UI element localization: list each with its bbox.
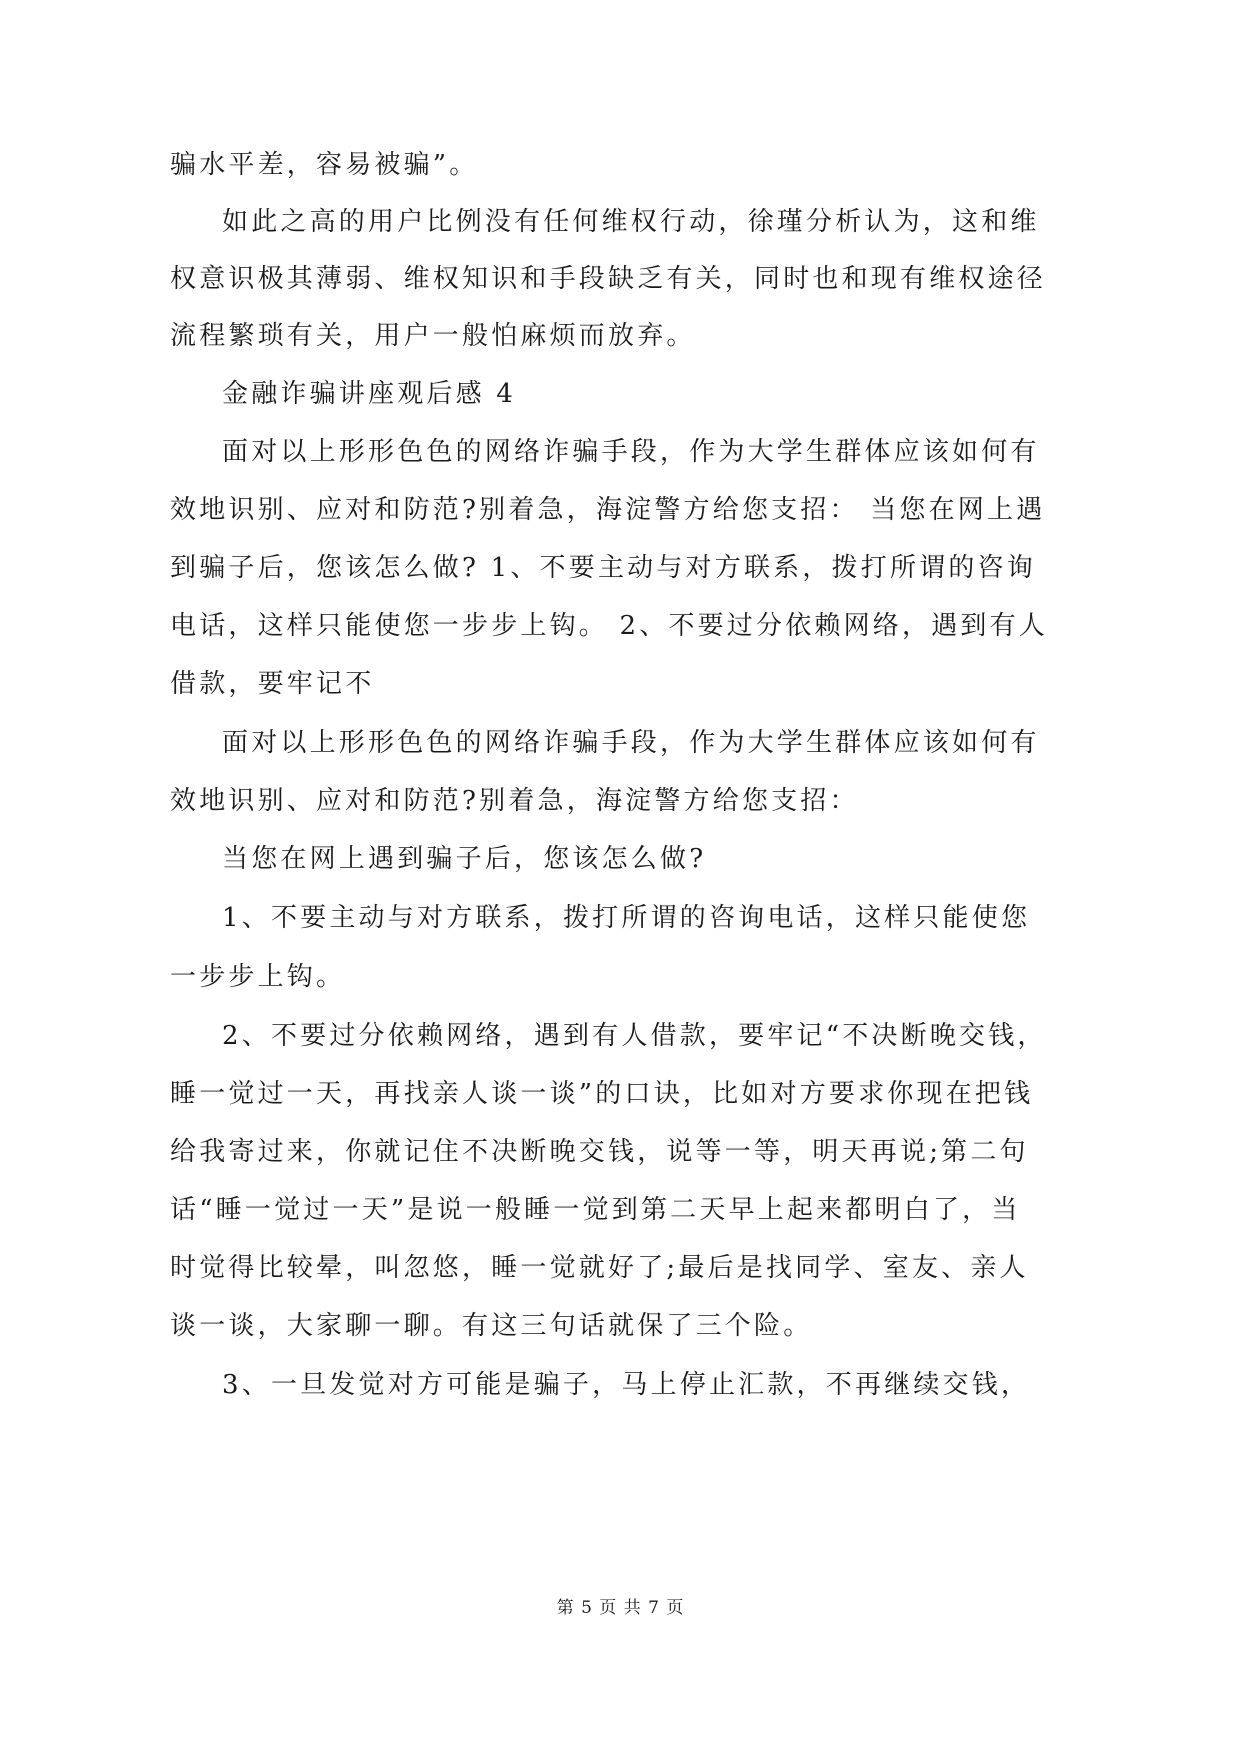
text-line: 效地识别、应对和防范?别着急，海淀警方给您支招： [170, 786, 859, 816]
text-line: 话“睡一觉过一天”是说一般睡一觉到第二天早上起来都明白了，当 [170, 1195, 1021, 1225]
text-line: 电话，这样只能使您一步步上钩。 2、不要过分依赖网络，遇到有人 [170, 611, 1049, 641]
text-line: 骗水平差，容易被骗”。 [170, 150, 479, 180]
text-line: 面对以上形形色色的网络诈骗手段，作为大学生群体应该如何有 [222, 437, 1040, 467]
text-line: 时觉得比较晕，叫忽悠，睡一觉就好了;最后是找同学、室友、亲人 [170, 1253, 1029, 1283]
text-line: 谈一谈，大家聊一聊。有这三句话就保了三个险。 [170, 1311, 813, 1341]
text-line: 1、不要主动与对方联系，拨打所谓的咨询电话，这样只能使您 [222, 903, 1031, 933]
text-line: 睡一觉过一天，再找亲人谈一谈”的口诀，比如对方要求你现在把钱 [170, 1079, 1034, 1109]
section-heading: 金融诈骗讲座观后感 4 [222, 379, 517, 409]
text-line: 流程繁琐有关，用户一般怕麻烦而放弃。 [170, 321, 696, 351]
text-line: 一步步上钩。 [170, 962, 346, 992]
text-line: 3、一旦发觉对方可能是骗子，马上停止汇款，不再继续交钱， [222, 1370, 1031, 1400]
text-line: 借款，要牢记不 [170, 669, 375, 699]
text-line: 当您在网上遇到骗子后，您该怎么做? [222, 844, 707, 874]
text-line: 如此之高的用户比例没有任何维权行动，徐瑾分析认为，这和维 [222, 207, 1040, 237]
text-line: 权意识极其薄弱、维权知识和手段缺乏有关，同时也和现有维权途径 [170, 264, 1047, 294]
text-line: 到骗子后，您该怎么做? 1、不要主动与对方联系，拨打所谓的咨询 [170, 553, 1036, 583]
text-line: 2、不要过分依赖网络，遇到有人借款，要牢记“不决断晚交钱， [222, 1021, 1047, 1051]
text-line: 面对以上形形色色的网络诈骗手段，作为大学生群体应该如何有 [222, 728, 1040, 758]
text-line: 给我寄过来，你就记住不决断晚交钱，说等一等，明天再说;第二句 [170, 1137, 1029, 1167]
page-footer: 第 5 页 共 7 页 [556, 1598, 685, 1618]
text-line: 效地识别、应对和防范?别着急，海淀警方给您支招： 当您在网上遇 [170, 495, 1046, 525]
